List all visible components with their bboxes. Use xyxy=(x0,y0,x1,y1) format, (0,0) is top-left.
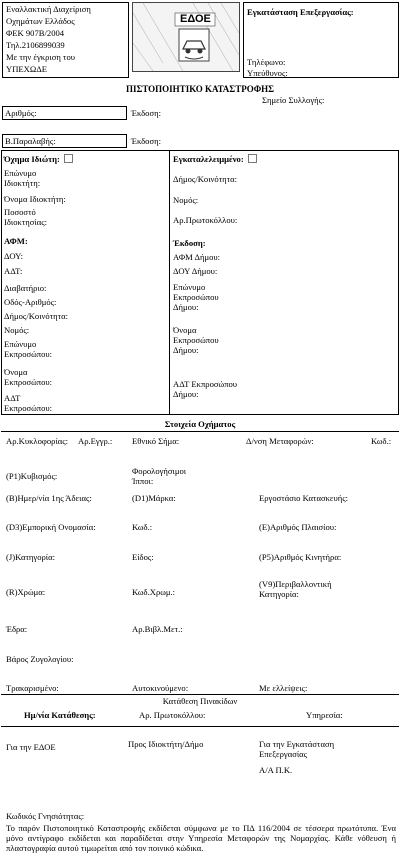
issuer-line-2: Οχημάτων Ελλάδος xyxy=(6,16,75,26)
abandoned-rep-surname: Επώνυμο Εκπροσώπου Δήμου: xyxy=(173,282,219,312)
facility-label: Εγκατάσταση Επεξεργασίας: xyxy=(247,7,354,17)
owner-rep-id: ΑΔΤ Εκπροσώπου: xyxy=(4,393,53,413)
owner-passport: Διαβατήριο: xyxy=(4,283,47,293)
reg-no-label: Αρ.Εγγρ.: xyxy=(78,436,113,446)
env-category-label: (V9)Περιβαλλοντική Κατηγορία: xyxy=(259,579,332,599)
certificate-title: ΠΙΣΤΟΠΟΙΗΤΙΚΟ ΚΑΤΑΣΤΡΟΦΗΣ xyxy=(125,84,275,94)
sign-edoe: Για την ΕΔΟΕ xyxy=(6,742,56,752)
footer-note: Το παρόν Πιστοποιητικό Καταστροφής εκδίδεται σύμφωνα με το ΠΔ 116/2004 σε τέσσερα πρωτότυπα. Ένα μόνο αντίγραφο εκδίδεται και παραδίδεται στην Υπηρεσία Μεταφορών της Νομαρχίας. Κάθε νόθευση ή πλαστογραφία αυτού τιμωρείται από τον ποινικό κώδικα. xyxy=(6,823,396,853)
missing-label: Με ελλείψεις: xyxy=(259,683,308,693)
color-label: (R)Χρώμα: xyxy=(6,587,46,597)
owner-name: Όνομα Ιδιοκτήτη: xyxy=(4,194,66,204)
color-code-label: Κωδ.Χρωμ.: xyxy=(132,587,176,597)
book-no-label: Αρ.Βιβλ.Μετ.: xyxy=(132,624,183,634)
owner-surname: Επώνυμο Ιδιοκτήτη: xyxy=(4,168,41,188)
vehicle-heading: Στοιχεία Οχήματος xyxy=(164,419,236,429)
tax-hp-label: Φορολογήσιμοι Ίπποι: xyxy=(132,466,187,486)
plates-heading: Κατάθεση Πινακίδων xyxy=(162,696,238,706)
owner-prefecture: Νομός: xyxy=(4,325,30,335)
owner-tax-office: ΔΟΥ: xyxy=(4,251,23,261)
abandoned-tax-office: ΔΟΥ Δήμου: xyxy=(173,266,218,276)
abandoned-heading: Εγκαταλελειμμένο: xyxy=(173,154,257,165)
issuer-line-1: Εναλλακτική Διαχείριση xyxy=(6,4,91,14)
sign-facility: Για την Εγκατάσταση Επεξεργασίας xyxy=(259,739,335,759)
issuer-line-4: Τηλ.2106899039 xyxy=(6,40,65,50)
plates-bottom-rule xyxy=(1,726,399,727)
owner-rep-name: Όνομα Εκπροσώπου: xyxy=(4,367,53,387)
self-propelled-label: Αυτοκινούμενο: xyxy=(132,683,189,693)
cc-label: (P1)Κυβισμός: xyxy=(6,471,58,481)
issuer-line-6: ΥΠΕΧΩΔΕ xyxy=(6,64,48,74)
transport-dir-label: Δ/νση Μεταφορών: xyxy=(246,436,314,446)
plates-service-label: Υπηρεσία: xyxy=(306,710,343,720)
auth-code-label: Κωδικός Γνησιότητας: xyxy=(6,811,85,821)
type-label: Είδος: xyxy=(132,552,154,562)
owner-vat: ΑΦΜ: xyxy=(4,236,28,246)
scrapped-label: Τρακαρισμένο: xyxy=(6,683,59,693)
chassis-label: (Ε)Αριθμός Πλαισίου: xyxy=(259,522,337,532)
issuer-line-3: ΦΕΚ 907Β/2004 xyxy=(6,28,65,38)
factory-label: Εργοστάσιο Κατασκευής: xyxy=(259,493,349,503)
owner-municipality: Δήμος/Κοινότητα: xyxy=(4,311,69,321)
owner-rep-surname: Επώνυμο Εκπροσώπου: xyxy=(4,339,53,359)
receipt-label: Β.Παραλαβής: xyxy=(5,136,56,146)
plates-top-rule xyxy=(1,694,399,695)
first-license-label: (Β)Ημερ/νία 1ης Άδειας: xyxy=(6,493,92,503)
national-mark-label: Εθνικό Σήμα: xyxy=(132,436,180,446)
code-label: Κωδ.: xyxy=(371,436,392,446)
plate-label: Αρ.Κυκλοφορίας: xyxy=(6,436,69,446)
abandoned-vat: ΑΦΜ Δήμου: xyxy=(173,252,221,262)
abandoned-rep-id: ΑΔΤ Εκπροσώπου Δήμου: xyxy=(173,379,238,399)
owner-heading: Όχημα Ιδιώτη: xyxy=(4,154,73,165)
issuer-line-5: Με την έγκριση του xyxy=(6,52,75,62)
abandoned-protocol: Αρ.Πρωτοκόλλου: xyxy=(173,215,238,225)
category-label: (J)Κατηγορία: xyxy=(6,552,55,562)
responsible-label: Υπεύθυνος: xyxy=(247,68,288,78)
phone-label: Τηλέφωνο: xyxy=(247,57,286,67)
trade-name-label: (D3)Εμπορική Ονομασία: xyxy=(6,522,96,532)
vehicle-heading-rule xyxy=(1,431,399,432)
owner-street: Οδός-Αριθμός: xyxy=(4,297,57,307)
logo-text: ΕΔΟΕ xyxy=(180,13,211,25)
plates-protocol-label: Αρ. Πρωτοκόλλου: xyxy=(139,710,206,720)
plates-date-label: Ημ/νία Κατάθεσης: xyxy=(24,710,96,720)
make-label: (D1)Μάρκα: xyxy=(132,493,176,503)
edoe-logo xyxy=(132,2,240,72)
issue-label: Έκδοση: xyxy=(131,108,161,118)
collection-point-label: Σημείο Συλλογής: xyxy=(262,95,325,105)
abandoned-municipality: Δήμος/Κοινότητα: xyxy=(173,174,238,184)
section-divider xyxy=(169,150,170,415)
abandoned-prefecture: Νομός: xyxy=(173,195,199,205)
owner-checkbox[interactable] xyxy=(64,154,73,163)
abandoned-rep-name: Όνομα Εκπροσώπου Δήμου: xyxy=(173,325,219,355)
seats-label: Έδρα: xyxy=(6,624,28,634)
abandoned-issue: Έκδοση: xyxy=(173,238,206,248)
sign-id-card: Α/Α Π.Κ. xyxy=(259,765,293,775)
engine-no-label: (P5)Αριθμός Κινητήρα: xyxy=(259,552,342,562)
sign-owner: Προς Ιδιοκτήτη/Δήμο xyxy=(128,739,204,749)
owner-share: Ποσοστό Ιδιοκτησίας: xyxy=(4,207,48,227)
number-label: Αριθμός: xyxy=(5,108,37,118)
scale-weight-label: Βάρος Ζυγολογίου: xyxy=(6,654,74,664)
owner-id: ΑΔΤ: xyxy=(4,266,23,276)
issue-label-2: Έκδοση: xyxy=(131,136,161,146)
code2-label: Κωδ.: xyxy=(132,522,153,532)
abandoned-checkbox[interactable] xyxy=(248,154,257,163)
